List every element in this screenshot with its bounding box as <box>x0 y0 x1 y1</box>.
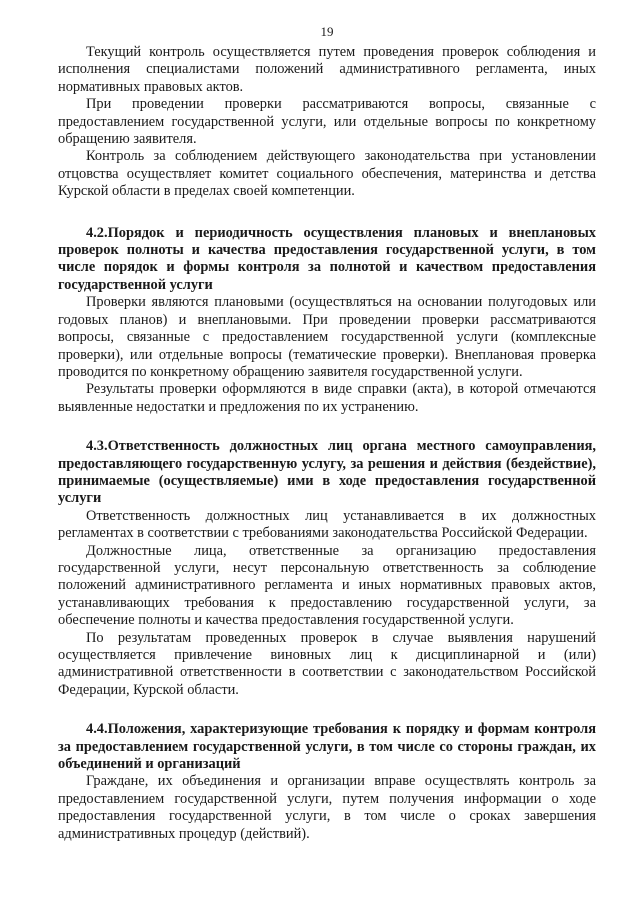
paragraph-citizen-control: Граждане, их объединения и организации вправе осуществлять контроль за предоставлением государственной услуги, путем получения информации о ходе предоставления государственной услуги, в том числе о сроках завершения административных процедур (действий). <box>58 773 596 842</box>
paragraph-official-responsibility: Ответственность должностных лиц устанавливается в их должностных регламентах в соответствии с требованиями законодательства Российской Федерации. <box>58 507 596 542</box>
heading-4-3: 4.3.Ответственность должностных лиц органа местного самоуправления, предоставляющего государственную услугу, за решения и действия (бездействие), принимаемые (осуществляемые) ими в ходе предоставления государственной услуги <box>58 438 596 507</box>
paragraph-current-control: Текущий контроль осуществляется путем проведения проверок соблюдения и исполнения специалистами положений административного регламента, иных нормативных правовых актов. <box>58 44 596 95</box>
paragraph-paternity-control: Контроль за соблюдением действующего законодательства при установлении отцовства осуществляет комитет социального обеспечения, материнства и детства Курской области в пределах своей компетенции. <box>58 148 596 200</box>
paragraph-inspection-questions: При проведении проверки рассматриваются вопросы, связанные с предоставлением государственной услуги, или отдельные вопросы по конкретному обращению заявителя. <box>58 96 596 148</box>
heading-4-2: 4.2.Порядок и периодичность осуществления плановых и внеплановых проверок полноты и качества предоставления государственной услуги, в том числе порядок и формы контроля за полнотой и качеством предоставления государственной услуги <box>58 224 596 293</box>
paragraph-planned-inspections: Проверки являются плановыми (осуществляться на основании полугодовых или годовых планов) и внеплановыми. При проведении проверки рассматриваются вопросы, связанные с предоставлением государственной услуги (комплексные проверки), или отдельные вопросы (тематические проверки). Внеплановая проверка проводится по конкретному обращению заявителя государственной услуги. <box>58 294 596 380</box>
paragraph-inspection-results: Результаты проверки оформляются в виде справки (акта), в которой отмечаются выявленные недостатки и предложения по их устранению. <box>58 381 596 415</box>
paragraph-personal-responsibility: Должностные лица, ответственные за организацию предоставления государственной услуги, несут персональную ответственность за соблюдение положений административного регламента и иных нормативных правовых актов, устанавливающих требования к предоставлению государственной услуги, за обеспечение полноты и качества предоставления государственной услуги. <box>58 542 596 629</box>
paragraph-disciplinary-liability: По результатам проведенных проверок в случае выявления нарушений осуществляется привлечение виновных лиц к дисциплинарной и (или) административной ответственности в соответствии с законодательством Российской Федерации, Курской области. <box>58 629 596 698</box>
page-number: 19 <box>320 24 334 39</box>
heading-4-4: 4.4.Положения, характеризующие требования к порядку и формам контроля за предоставлением государственной услуги, в том числе со стороны граждан, их объединений и организаций <box>58 721 596 773</box>
